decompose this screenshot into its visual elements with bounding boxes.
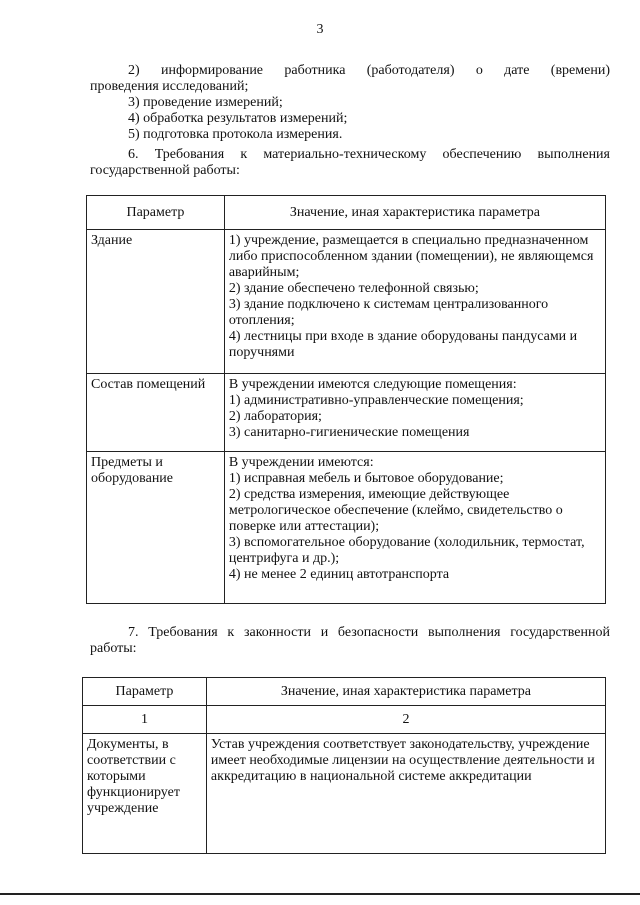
value-line: В учреждении имеются: (228, 455, 374, 470)
table-number-row (83, 706, 606, 734)
value-line: 3) здание подключено к системам централизованного отопления; (228, 297, 549, 328)
column-number-1: 1 (83, 706, 207, 734)
value-line: 3) санитарно-гигиенические помещения (228, 425, 470, 440)
value-line: 2) здание обеспечено телефонной связью; (228, 281, 479, 296)
list-item-5: 5) подготовка протокола измерения. (128, 127, 343, 142)
table-row (83, 734, 606, 854)
row-value-documents: Устав учреждения соответствует законодательству, учреждение имеет необходимые лицензии на осуществление деятельности и аккредитацию в национальной системе аккредитации (206, 734, 605, 854)
list-item-4: 4) обработка результатов измерений; (128, 111, 348, 126)
page-number: 3 (316, 22, 324, 37)
row-value-rooms (224, 374, 605, 452)
value-line: 1) исправная мебель и бытовое оборудование; (228, 471, 504, 486)
list-item-3: 3) проведение измерений; (128, 95, 283, 110)
table-row (87, 374, 606, 452)
row-param-rooms: Состав помещений (87, 374, 225, 452)
section-7-heading: 7. Требования к законности и безопасности выполнения государственной работы: (90, 625, 610, 656)
table-row (87, 230, 606, 374)
list-item-2a: 2) информирование работника (работодателя) о дате (времени) (128, 63, 610, 78)
table-row (87, 452, 606, 604)
value-line: В учреждении имеются следующие помещения: (228, 377, 517, 392)
page-bottom-border (0, 893, 640, 895)
value-line: 3) вспомогательное оборудование (холодильник, термостат, центрифуга и др.); (228, 535, 585, 566)
value-line: 2) лаборатория; (228, 409, 322, 424)
row-param-equipment: Предметы и оборудование (87, 452, 225, 604)
value-line: 4) лестницы при входе в здание оборудованы пандусами и поручнями (228, 329, 578, 360)
column-number-2: 2 (206, 706, 605, 734)
legality-requirements-table (82, 677, 606, 854)
row-param-documents: Документы, в соответствии с которыми функционирует учреждение (83, 734, 207, 854)
row-param-building: Здание (87, 230, 225, 374)
value-line: 1) учреждение, размещается в специально предназначенном либо приспособленном здании (помещении), не являющемся аварийным; (228, 233, 594, 280)
value-line: 4) не менее 2 единиц автотранспорта (228, 567, 450, 582)
row-value-building (224, 230, 605, 374)
table-header-row (87, 196, 606, 230)
value-line: 1) административно-управленческие помещения; (228, 393, 524, 408)
list-item-2b: проведения исследований; (90, 79, 249, 94)
header-value: Значение, иная характеристика параметра (224, 196, 605, 230)
value-line: 2) средства измерения, имеющие действующее метрологическое обеспечение (клеймо, свидетельство о поверке или аттестации); (228, 487, 563, 534)
header-parameter: Параметр (87, 196, 225, 230)
table-header-row (83, 678, 606, 706)
header-parameter: Параметр (83, 678, 207, 706)
row-value-equipment (224, 452, 605, 604)
section-6-heading: 6. Требования к материально-техническому обеспечению выполнения государственной работы: (90, 147, 610, 178)
header-value: Значение, иная характеристика параметра (206, 678, 605, 706)
material-requirements-table (86, 195, 606, 604)
